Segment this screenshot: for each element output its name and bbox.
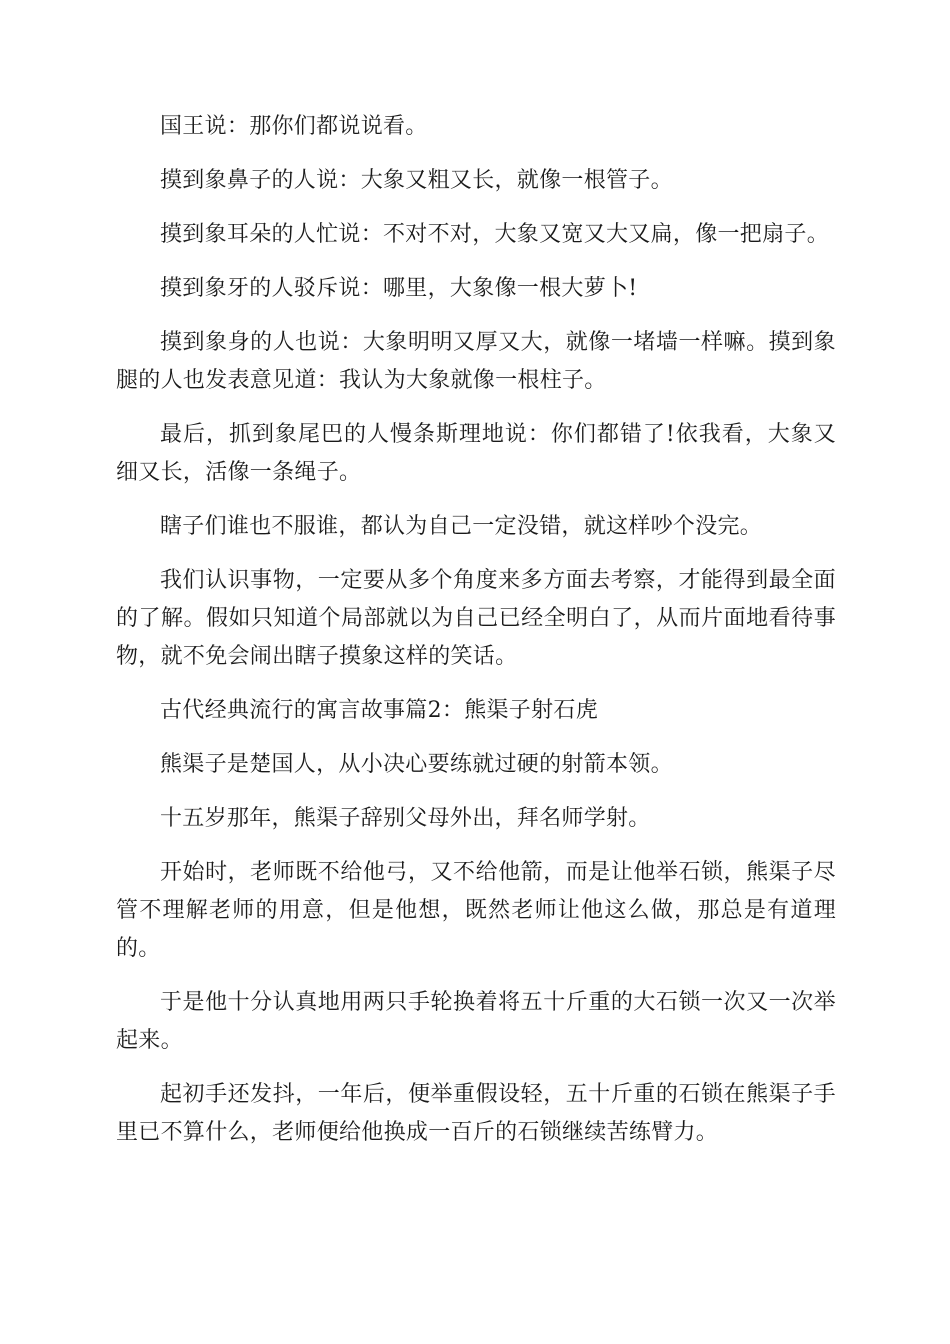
paragraph-progress: 起初手还发抖，一年后，便举重假设轻，五十斤重的石锁在熊渠子手里已不算什么，老师便给他换成一百斤的石锁继续苦练臂力。 [116,1082,836,1145]
paragraph-moral: 我们认识事物，一定要从多个角度来多方面去考察，才能得到最全面的了解。假如只知道个局部就以为自己已经全明白了，从而片面地看待事物，就不免会闹出瞎子摸象这样的笑话。 [116,568,836,669]
paragraph-stone-lock: 开始时，老师既不给他弓，又不给他箭，而是让他举石锁，熊渠子尽管不理解老师的用意，但是他想，既然老师让他这么做，那总是有道理的。 [116,860,836,961]
paragraph-tusk: 摸到象牙的人驳斥说：哪里，大象像一根大萝卜! [160,276,638,301]
paragraph-ear: 摸到象耳朵的人忙说：不对不对，大象又宽又大又扁，像一把扇子。 [160,222,830,247]
paragraph-tail: 最后，抓到象尾巴的人慢条斯理地说：你们都错了!依我看，大象又细又长，活像一条绳子。 [116,422,836,485]
paragraph-argument: 瞎子们谁也不服谁，都认为自己一定没错，就这样吵个没完。 [160,514,763,539]
paragraph-body-leg: 摸到象身的人也说：大象明明又厚又大，就像一堵墙一样嘛。摸到象腿的人也发表意见道：我认为大象就像一根柱子。 [116,330,836,393]
paragraph-lifting: 于是他十分认真地用两只手轮换着将五十斤重的大石锁一次又一次举起来。 [116,990,836,1053]
paragraph-trunk: 摸到象鼻子的人说：大象又粗又长，就像一根管子。 [160,168,673,193]
section-heading-story-2: 古代经典流行的寓言故事篇2：熊渠子射石虎 [160,698,598,723]
paragraph-fifteen: 十五岁那年，熊渠子辞别父母外出，拜名师学射。 [160,806,651,831]
paragraph-king-speaks: 国王说：那你们都说说看。 [160,114,428,139]
document-body [116,108,836,1168]
paragraph-xiong-intro: 熊渠子是楚国人，从小决心要练就过硬的射箭本领。 [160,752,673,777]
